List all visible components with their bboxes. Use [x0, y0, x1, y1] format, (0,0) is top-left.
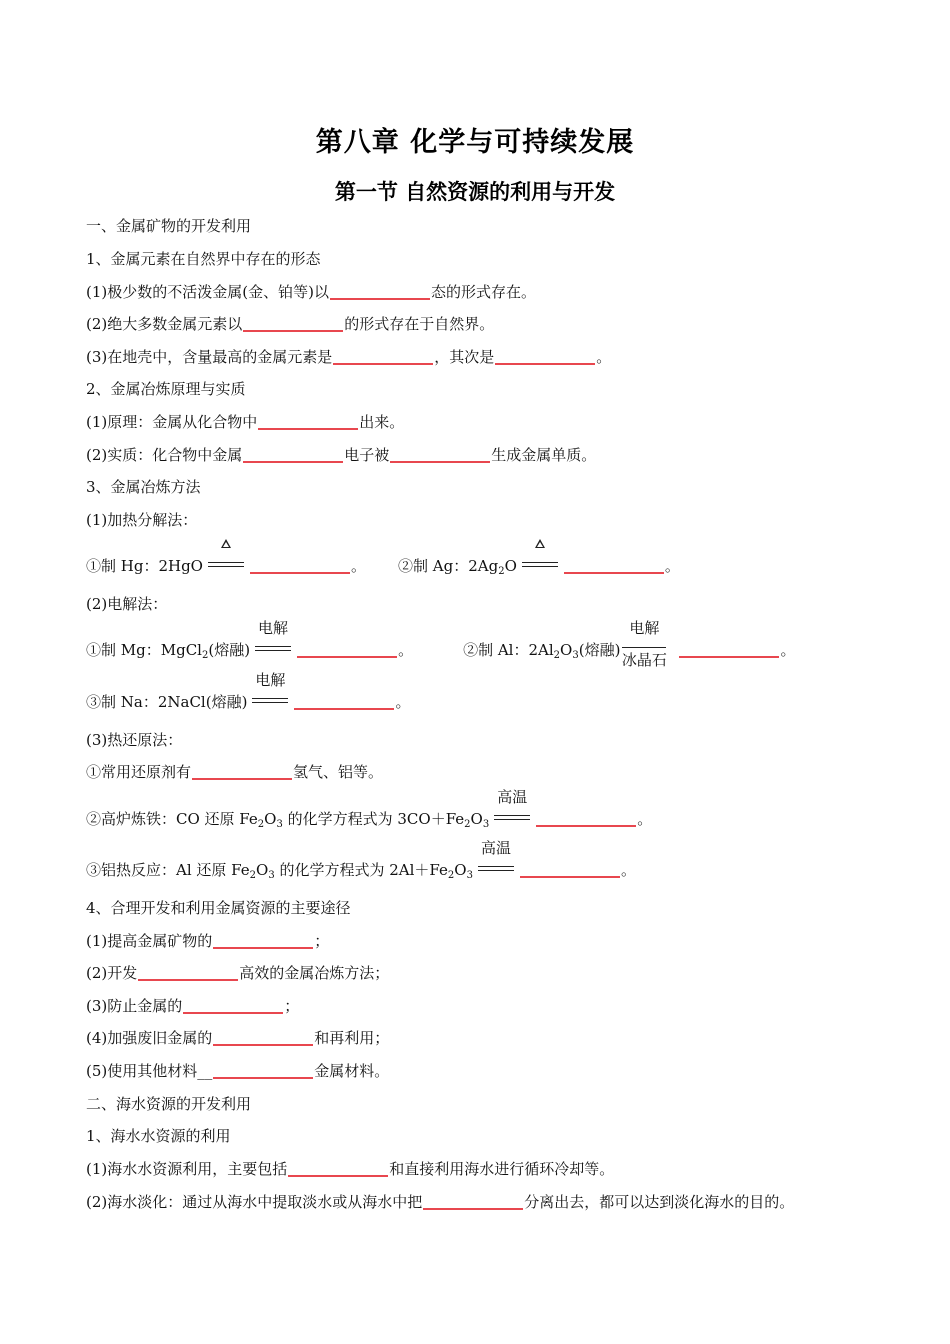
fill-blank[interactable]: [495, 348, 595, 365]
item-reducing-agents: ①常用还原剂有 氢气、铝等。: [86, 763, 384, 781]
fill-blank[interactable]: [520, 861, 620, 878]
item-4-5: (5)使用其他材料__ 金属材料。: [86, 1062, 390, 1080]
method-electrolysis: (2)电解法：: [86, 595, 168, 613]
section-title: 第一节 自然资源的利用与开发: [334, 180, 616, 204]
fill-blank[interactable]: [564, 557, 664, 574]
fill-blank[interactable]: [297, 641, 397, 658]
heading-3: 3、金属冶炼方法: [86, 478, 201, 496]
fill-blank[interactable]: [288, 1160, 388, 1177]
eq-blast-furnace: ②高炉炼铁：CO 还原 $Fe_2O_3$ 的化学方程式为 $3CO+Fe_2O_3$ 高温 。: [86, 788, 653, 830]
fill-blank[interactable]: [192, 763, 292, 780]
electrolysis-condition: 电解: [253, 637, 293, 657]
fill-blank[interactable]: [138, 964, 238, 981]
fill-blank[interactable]: [423, 1193, 523, 1210]
heading-4: 4、合理开发和利用金属资源的主要途径: [86, 899, 351, 917]
eq-na: ③制 Na：2NaCl(熔融) 电解 。: [86, 671, 411, 711]
fill-blank[interactable]: [183, 997, 283, 1014]
item-2-1: (1)原理：金属从化合物中 出来。: [86, 413, 405, 431]
method-heat: (1)加热分解法：: [86, 511, 198, 529]
fill-blank[interactable]: [390, 446, 490, 463]
fill-blank[interactable]: [213, 1029, 313, 1046]
item-4-1: (1)提高金属矿物的 ；: [86, 932, 330, 950]
fill-blank[interactable]: [213, 1062, 313, 1079]
heading-seawater: 二、海水资源的开发利用: [86, 1095, 252, 1113]
delta-icon: [535, 539, 545, 548]
fill-blank[interactable]: [679, 641, 779, 658]
heading-metal-ore: 一、金属矿物的开发利用: [86, 217, 252, 235]
eq-mg-al: ①制 Mg：MgCl$_2$(熔融) 电解 。 ②制 Al：$2Al_2O_3$(熔融) 电解 冰晶石 。: [86, 619, 796, 669]
chapter-title: 第八章 化学与可持续发展: [315, 127, 635, 158]
heat-condition: [206, 553, 246, 573]
fill-blank[interactable]: [213, 932, 313, 949]
item-1-1: (1)极少数的不活泼金属(金、铂等)以 态的形式存在。: [86, 283, 536, 301]
heading-2: 2、金属冶炼原理与实质: [86, 380, 246, 398]
heading-1: 1、金属元素在自然界中存在的形态: [86, 250, 321, 268]
item-2-2: (2)实质：化合物中金属 电子被 生成金属单质。: [86, 446, 597, 464]
item-4-2: (2)开发 高效的金属冶炼方法；: [86, 964, 390, 982]
method-thermal-reduction: (3)热还原法：: [86, 731, 183, 749]
high-temp-condition: 高温: [476, 857, 516, 877]
heat-condition: [520, 553, 560, 573]
fill-blank[interactable]: [333, 348, 433, 365]
fill-blank[interactable]: [536, 810, 636, 827]
delta-icon: [221, 539, 231, 548]
high-temp-condition: 高温: [492, 806, 532, 826]
electrolysis-cryolite-condition: 电解 冰晶石: [621, 619, 667, 669]
item-1-3: (3)在地壳中，含量最高的金属元素是 ，其次是 。: [86, 348, 612, 366]
item-4-4: (4)加强废旧金属的 和再利用；: [86, 1029, 390, 1047]
eq-hg-ag: ①制 Hg：2HgO 。 ②制 Ag：$2Ag_2O$ 。: [86, 553, 680, 576]
electrolysis-condition: 电解: [250, 689, 290, 709]
fill-blank[interactable]: [250, 557, 350, 574]
fill-blank[interactable]: [330, 283, 430, 300]
fill-blank[interactable]: [294, 693, 394, 710]
item-sw-1: (1)海水水资源利用，主要包括 和直接利用海水进行循环冷却等。: [86, 1160, 615, 1178]
eq-thermite: ③铝热反应：Al 还原 $Fe_2O_3$ 的化学方程式为 $2Al+Fe_2O_3$ 高温 。: [86, 839, 636, 881]
fill-blank[interactable]: [243, 315, 343, 332]
fill-blank[interactable]: [258, 413, 358, 430]
item-1-2: (2)绝大多数金属元素以 的形式存在于自然界。: [86, 315, 495, 333]
fill-blank[interactable]: [243, 446, 343, 463]
item-sw-2: (2)海水淡化：通过从海水中提取淡水或从海水中把 分离出去，都可以达到淡化海水的目的。: [86, 1193, 795, 1211]
heading-seawater-1: 1、海水水资源的利用: [86, 1127, 231, 1145]
item-4-3: (3)防止金属的 ；: [86, 997, 300, 1015]
